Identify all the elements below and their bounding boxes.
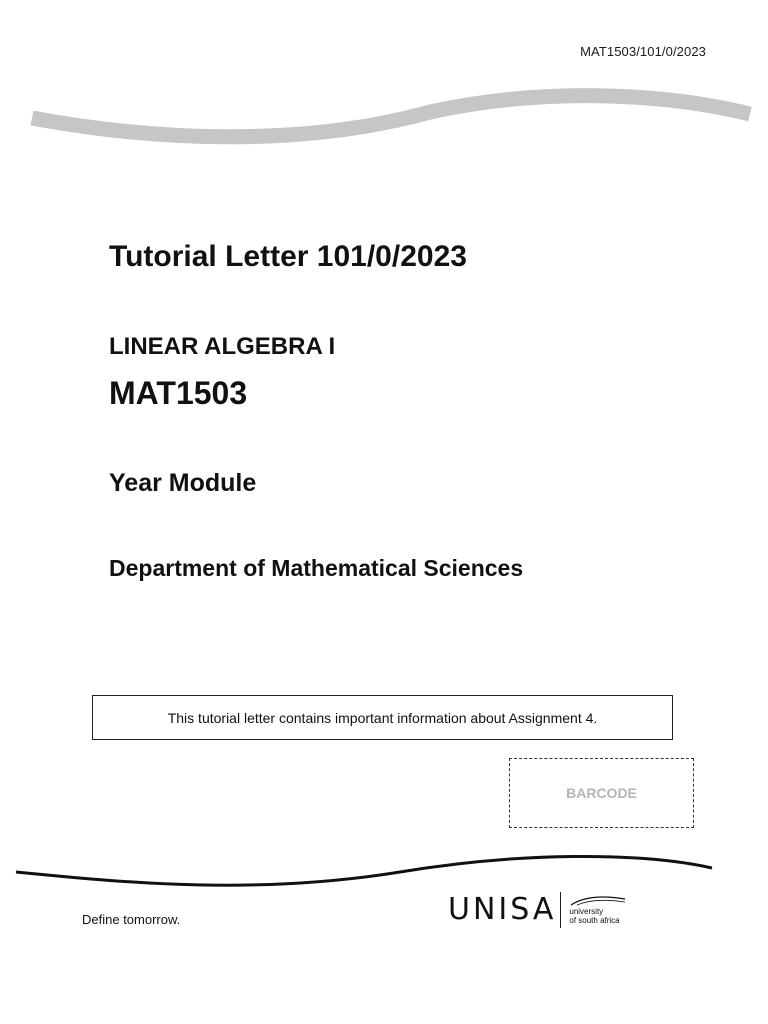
- tagline: Define tomorrow.: [82, 912, 181, 927]
- document-code: MAT1503/101/0/2023: [580, 44, 706, 59]
- notice-box: [92, 695, 673, 740]
- logo-divider: [560, 892, 561, 928]
- notice-text: This tutorial letter contains important information about Assignment 4.: [167, 709, 598, 726]
- unisa-logo: [448, 888, 627, 932]
- module-type: Year Module: [109, 469, 257, 497]
- bottom-decorative-wave: [0, 838, 768, 898]
- top-decorative-wave: [0, 78, 768, 168]
- department-name: Department of Mathematical Sciences: [109, 555, 524, 581]
- barcode-label: BARCODE: [566, 785, 637, 801]
- unisa-wordmark: UNISA: [448, 892, 557, 927]
- tutorial-letter-title: Tutorial Letter 101/0/2023: [109, 240, 467, 273]
- swoosh-icon: [569, 895, 627, 907]
- unisa-emblem: [569, 895, 627, 925]
- logo-subtitle-line1: university: [569, 907, 604, 916]
- module-code: MAT1503: [109, 375, 248, 411]
- module-name: LINEAR ALGEBRA I: [109, 333, 336, 360]
- barcode-placeholder: [509, 758, 694, 828]
- logo-subtitle-line2: of south africa: [569, 916, 620, 925]
